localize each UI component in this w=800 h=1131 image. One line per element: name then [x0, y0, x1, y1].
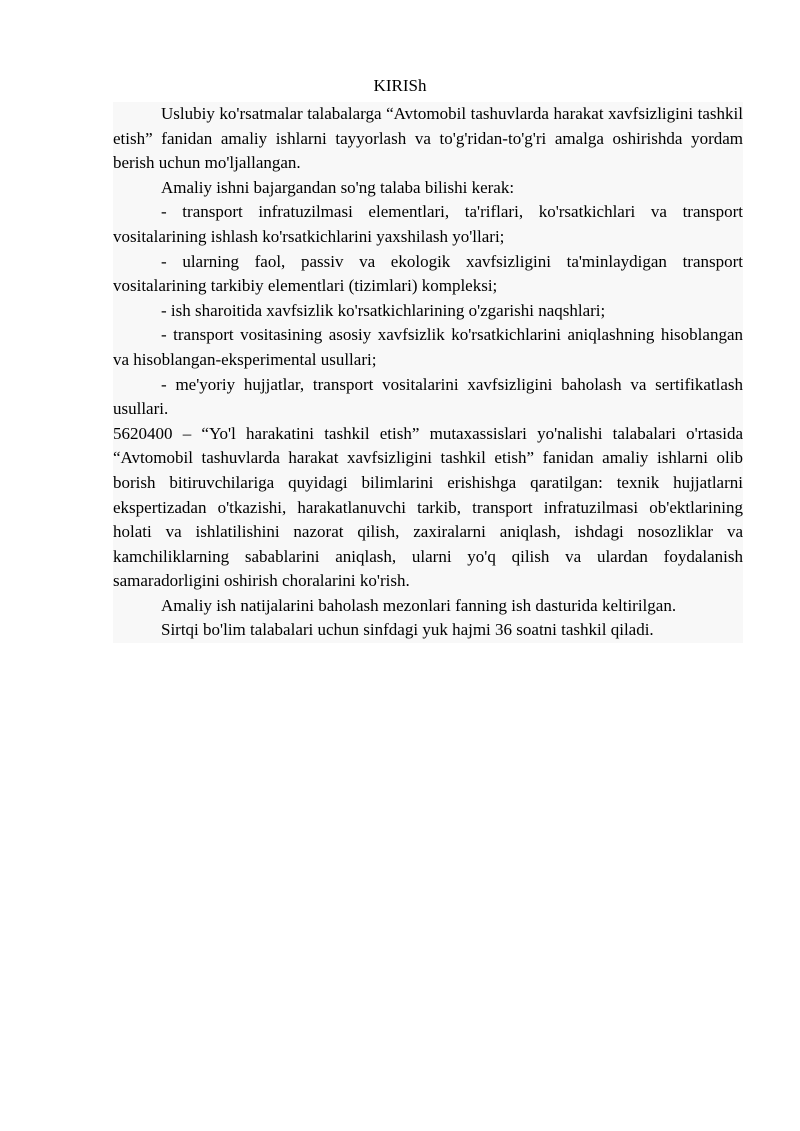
- paragraph-intro: Uslubiy ko'rsatmalar talabalarga “Avtomobil tashuvlarda harakat xavfsizligini tashkil etish” fanidan amaliy ishlarni tayyorlash va to'g'ridan-to'g'ri amalga oshirishda yordam berish uchun mo'ljallangan.: [113, 104, 743, 173]
- list-item-calculation-methods: - transport vositasining asosiy xavfsizlik ko'rsatkichlarini aniqlashning hisoblangan va hisoblangan-eksperimental usullari;: [113, 325, 743, 369]
- paragraph-workload: Sirtqi bo'lim talabalari uchun sinfdagi yuk hajmi 36 soatni tashkil qiladi.: [161, 620, 654, 640]
- list-item-safety-patterns: - ish sharoitida xavfsizlik ko'rsatkichlarining o'zgarishi naqshlari;: [161, 300, 606, 320]
- list-item-safety-systems: - ularning faol, passiv va ekologik xavfsizligini ta'minlaydigan transport vositalarining tarkibiy elementlari (tizimlari) kompleksi;: [113, 251, 743, 296]
- list-item-regulatory-documents: - me'yoriy hujjatlar, transport vositalarini xavfsizligini baholash va sertifikatlash usullari.: [113, 374, 743, 419]
- list-item-infrastructure: - transport infratuzilmasi elementlari, ta'riflari, ko'rsatkichlari va transport vositalarining ishlash ko'rsatkichlarini yaxshilash yo'llari;: [113, 202, 743, 246]
- paragraph-program-goals: 5620400 – “Yo'l harakatini tashkil etish” mutaxassislari yo'nalishi talabalari o'rtasida “Avtomobil tashuvlarda harakat xavfsizligini tashkil etish” fanidan amaliy ishlarni olib borish bitiruvchilariga quyidagi bilimlarini erishishga qaratilgan: texnik hujjatlarni ekspertizadan o'tkazishi, harakatlanuvchi tarkib, transport infratuzilmasi ob'ektlarining holati va ishlatilishini nazorat qilish, zaxiralarni aniqlash, ishdagi nosozliklar va kamchiliklarning sabablarini aniqlash, ularni yo'q qilish va ulardan foydalanish samaradorligini oshirish choralarini ko'rish.: [113, 423, 743, 591]
- page-title: KIRISh: [373, 76, 427, 95]
- paragraph-evaluation-criteria: Amaliy ish natijalarini baholash mezonlari fanning ish dasturida keltirilgan.: [161, 595, 677, 615]
- document-body: [113, 102, 743, 643]
- paragraph-knowledge-heading: Amaliy ishni bajargandan so'ng talaba bilishi kerak:: [161, 177, 515, 197]
